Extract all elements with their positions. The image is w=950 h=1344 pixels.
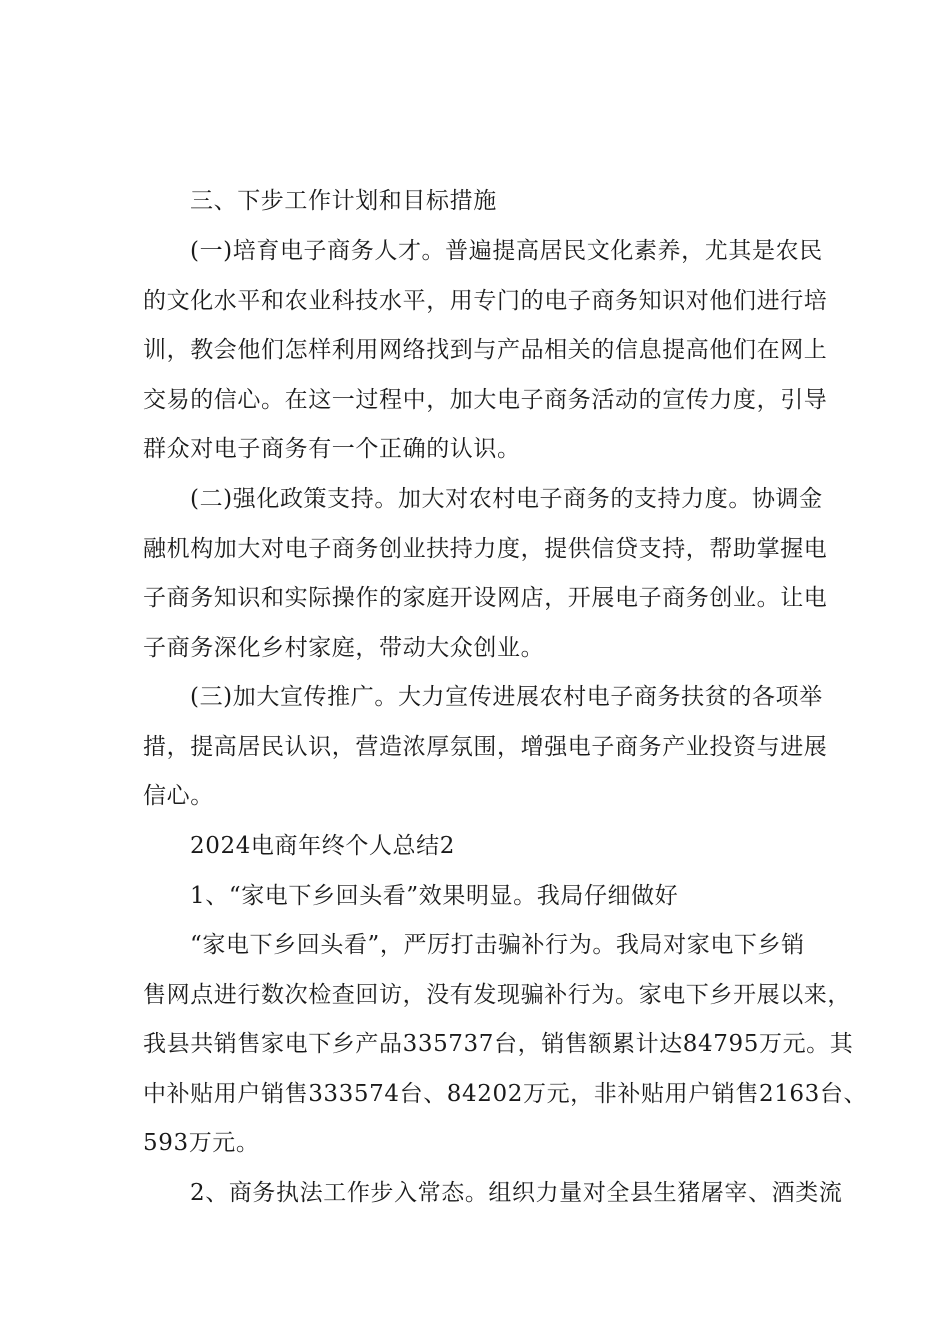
paragraph-line: 交易的信心。在这一过程中，加大电子商务活动的宣传力度，引导	[143, 387, 828, 413]
paragraph-line: 2、商务执法工作步入常态。组织力量对全县生猪屠宰、酒类流	[190, 1180, 843, 1206]
paragraph-line: 中补贴用户销售333574台、84202万元，非补贴用户销售2163台、	[143, 1081, 868, 1107]
paragraph-line: (三)加大宣传推广。大力宣传进展农村电子商务扶贫的各项举	[190, 684, 823, 710]
paragraph-line: 信心。	[143, 783, 214, 809]
paragraph-line: 我县共销售家电下乡产品335737台，销售额累计达84795万元。其	[143, 1031, 854, 1057]
paragraph-line: 融机构加大对电子商务创业扶持力度，提供信贷支持，帮助掌握电	[143, 536, 828, 562]
paragraph-line: 1、“家电下乡回头看”效果明显。我局仔细做好	[190, 883, 679, 909]
paragraph-line: (一)培育电子商务人才。普遍提高居民文化素养，尤其是农民	[190, 238, 823, 264]
paragraph-line: 措，提高居民认识，营造浓厚氛围，增强电子商务产业投资与进展	[143, 734, 828, 760]
paragraph-line: 售网点进行数次检查回访，没有发现骗补行为。家电下乡开展以来，	[143, 982, 851, 1008]
paragraph-line: 子商务知识和实际操作的家庭开设网店，开展电子商务创业。让电	[143, 585, 828, 611]
paragraph-line: (二)强化政策支持。加大对农村电子商务的支持力度。协调金	[190, 486, 823, 512]
document-subtitle: 2024电商年终个人总结2	[190, 833, 455, 859]
paragraph-line: 群众对电子商务有一个正确的认识。	[143, 436, 521, 462]
paragraph-line: 训，教会他们怎样利用网络找到与产品相关的信息提高他们在网上	[143, 337, 828, 363]
paragraph-line: 593万元。	[143, 1130, 260, 1156]
paragraph-line: 的文化水平和农业科技水平，用专门的电子商务知识对他们进行培	[143, 288, 828, 314]
paragraph-line: “家电下乡回头看”，严厉打击骗补行为。我局对家电下乡销	[190, 932, 805, 958]
paragraph-line: 子商务深化乡村家庭，带动大众创业。	[143, 635, 545, 661]
section-heading: 三、下步工作计划和目标措施	[190, 188, 497, 214]
